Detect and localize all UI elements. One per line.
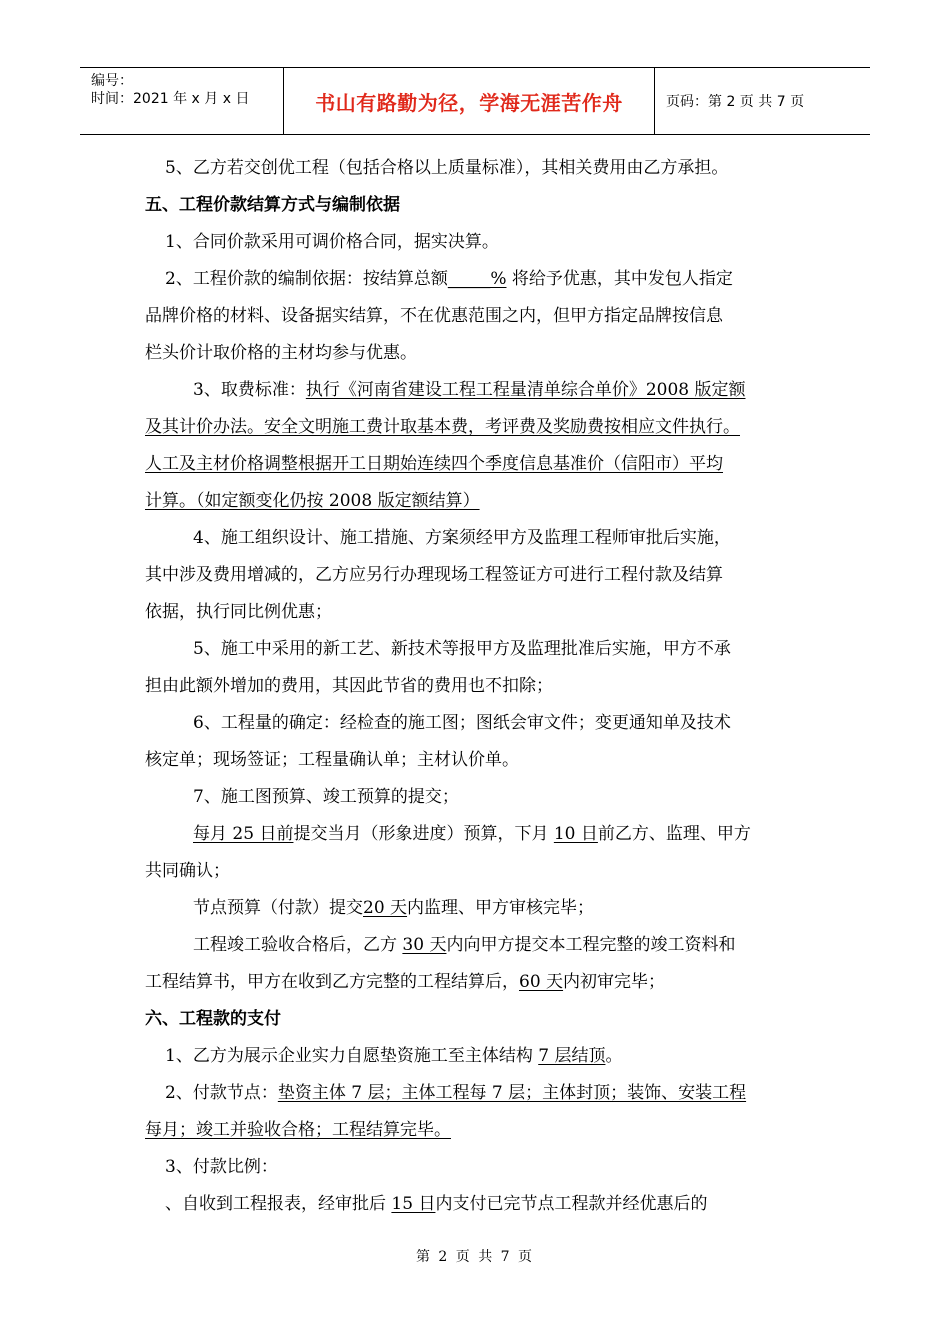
underlined-run: 7 层结顶 bbox=[538, 1046, 606, 1066]
underlined-run: 计算。（如定额变化仍按 2008 版定额结算） bbox=[145, 491, 480, 511]
underlined-run: 人工及主材价格调整根据开工日期始连续四个季度信息基准价（信阳市）平均 bbox=[145, 454, 723, 474]
number-label: 编号： bbox=[91, 73, 133, 89]
header-motto-cell bbox=[283, 68, 655, 134]
page-footer: 第 2 页 共 7 页 bbox=[415, 1249, 535, 1265]
paragraph-line bbox=[145, 890, 810, 927]
underlined-run: 10 日 bbox=[553, 824, 598, 844]
paragraph-line bbox=[145, 1112, 810, 1149]
text-run: 1、乙方为展示企业实力自愿垫资施工至主体结构 bbox=[165, 1046, 539, 1066]
header-page-cell bbox=[655, 68, 870, 134]
text-run: 内监理、甲方审核完毕； bbox=[407, 898, 595, 918]
paragraph-line: 栏头价计取价格的主材均参与优惠。 bbox=[145, 343, 417, 363]
header-meta bbox=[80, 68, 283, 134]
paragraph-line: 1、合同价款采用可调价格合同，据实决算。 bbox=[165, 232, 499, 252]
text-run: 前乙方、监理、甲方 bbox=[597, 824, 751, 844]
paragraph-line bbox=[145, 816, 810, 853]
underlined-run: 每月 25 日前 bbox=[193, 824, 294, 844]
text-run: 节点预算（付款）提交 bbox=[193, 898, 363, 918]
paragraph-line: 5、施工中采用的新工艺、新技术等报甲方及监理批准后实施，甲方不承 bbox=[193, 639, 731, 659]
text-run: 3、取费标准： bbox=[193, 380, 306, 400]
underlined-run: 60 天 bbox=[519, 972, 564, 992]
text-run: 。 bbox=[605, 1046, 623, 1066]
paragraph-line bbox=[145, 409, 810, 446]
underlined-run: 20 天 bbox=[363, 898, 408, 918]
page-label: 页码：第 2 页 共 7 页 bbox=[666, 94, 805, 110]
blank-percent: _____% bbox=[447, 269, 507, 289]
section-heading-5: 五、工程价款结算方式与编制依据 bbox=[145, 195, 400, 215]
underlined-run: 30 天 bbox=[402, 935, 447, 955]
page-header bbox=[80, 67, 870, 135]
paragraph-line bbox=[145, 372, 810, 409]
paragraph-line bbox=[145, 483, 810, 520]
paragraph-line bbox=[145, 927, 810, 964]
text-run: 将给予优惠，其中发包人指定 bbox=[506, 269, 733, 289]
paragraph-line bbox=[145, 1075, 810, 1112]
text-run: 2、工程价款的编制依据：按结算总额 bbox=[165, 269, 448, 289]
text-run: 内支付已完节点工程款并经优惠后的 bbox=[435, 1194, 708, 1214]
paragraph-line: 共同确认； bbox=[145, 861, 230, 881]
paragraph-line: 依据，执行同比例优惠； bbox=[145, 602, 332, 622]
underlined-run: 每月；竣工并验收合格；工程结算完毕。 bbox=[145, 1120, 451, 1140]
underlined-run: 垫资主体 7 层；主体工程每 7 层；主体封顶；装饰、安装工程 bbox=[277, 1083, 747, 1103]
document-body bbox=[145, 150, 810, 1223]
paragraph-line bbox=[145, 446, 810, 483]
paragraph-line bbox=[145, 1186, 810, 1223]
text-run: 内初审完毕； bbox=[563, 972, 666, 992]
paragraph-line: 7、施工图预算、竣工预算的提交； bbox=[193, 787, 459, 807]
paragraph-line bbox=[145, 261, 810, 298]
underlined-run: 15 日 bbox=[391, 1194, 436, 1214]
paragraph-line: 4、施工组织设计、施工措施、方案须经甲方及监理工程师审批后实施， bbox=[193, 528, 731, 548]
text-run: 提交当月（形象进度）预算，下月 bbox=[293, 824, 554, 844]
text-run: 工程结算书，甲方在收到乙方完整的工程结算后， bbox=[145, 972, 519, 992]
motto: 书山有路勤为径，学海无涯苦作舟 bbox=[315, 90, 623, 115]
underlined-run: 执行《河南省建设工程工程量清单综合单价》2008 版定额 bbox=[305, 380, 746, 400]
paragraph-line: 品牌价格的材料、设备据实结算，不在优惠范围之内，但甲方指定品牌按信息 bbox=[145, 306, 723, 326]
paragraph-line: 5、乙方若交创优工程（包括合格以上质量标准），其相关费用由乙方承担。 bbox=[165, 158, 729, 178]
paragraph-line bbox=[145, 964, 810, 1001]
text-run: 工程竣工验收合格后，乙方 bbox=[193, 935, 403, 955]
paragraph-line: 6、工程量的确定：经检查的施工图；图纸会审文件；变更通知单及技术 bbox=[193, 713, 731, 733]
underlined-run: 及其计价办法。安全文明施工费计取基本费，考评费及奖励费按相应文件执行。 bbox=[145, 417, 740, 437]
text-run: 2、付款节点： bbox=[165, 1083, 278, 1103]
text-run: 内向甲方提交本工程完整的竣工资料和 bbox=[446, 935, 736, 955]
paragraph-line: 3、付款比例： bbox=[165, 1157, 278, 1177]
section-heading-6: 六、工程款的支付 bbox=[145, 1009, 281, 1029]
paragraph-line: 核定单；现场签证；工程量确认单；主材认价单。 bbox=[145, 750, 519, 770]
paragraph-line: 其中涉及费用增减的，乙方应另行办理现场工程签证方可进行工程付款及结算 bbox=[145, 565, 723, 585]
paragraph-line bbox=[145, 1038, 810, 1075]
text-run: 、自收到工程报表，经审批后 bbox=[165, 1194, 392, 1214]
paragraph-line: 担由此额外增加的费用，其因此节省的费用也不扣除； bbox=[145, 676, 553, 696]
time-label: 时间：2021 年 x 月 x 日 bbox=[91, 91, 250, 107]
